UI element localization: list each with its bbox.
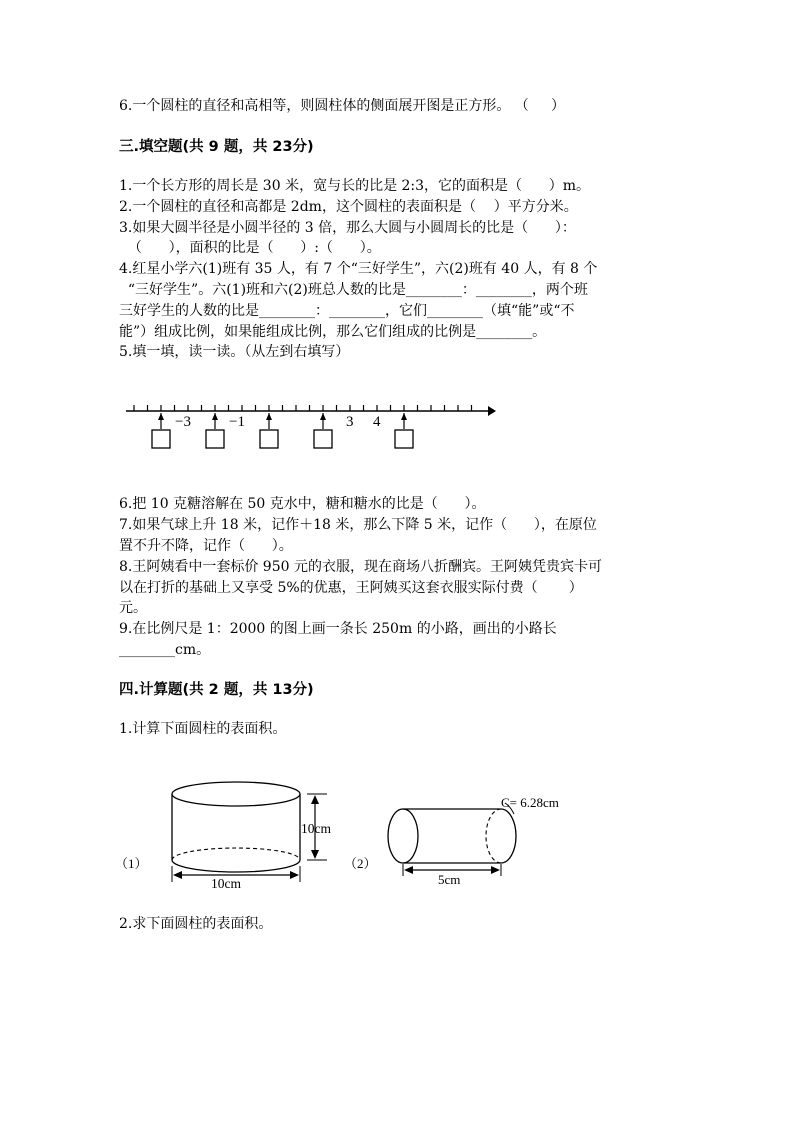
height-arrowhead-down <box>311 850 319 859</box>
fig2-label: （2） <box>344 856 377 871</box>
fill-q4-line1: 4.红星小学六(1)班有 35 人，有 7 个“三好学生”，六(2)班有 40 人，有 8 个 <box>119 261 598 277</box>
answer-box[interactable] <box>152 430 170 448</box>
tick-label-4: 4 <box>373 414 381 430</box>
number-line-arrowhead <box>488 406 496 416</box>
fill-q7-line2: 置不升不降，记作（ ）。 <box>119 538 293 554</box>
fill-q4-line2: “三好学生”。六(1)班和六(2)班总人数的比是________：________，两个班 <box>119 282 588 298</box>
fill-q8-line3: 元。 <box>119 600 147 616</box>
fill-q9-line2: ________cm。 <box>119 642 211 658</box>
cylinder-2-right-front <box>501 809 516 863</box>
pointer-arrowhead <box>266 413 272 420</box>
fill-q8-line2: 以在打折的基础上又享受 5%的优惠，王阿姨买这套衣服实际付费（ ） <box>119 580 583 596</box>
fig1-label: （1） <box>115 856 148 871</box>
pointer-arrowhead <box>320 413 326 420</box>
answer-box[interactable] <box>206 430 224 448</box>
tick-label-neg3: −3 <box>175 414 191 430</box>
pointer-arrowhead <box>401 413 407 420</box>
fig2-circumference-label: C= 6.28cm <box>501 795 559 810</box>
fill-q2: 2.一个圆柱的直径和高都是 2dm，这个圆柱的表面积是（ ）平方分米。 <box>119 199 578 215</box>
answer-box[interactable] <box>314 430 332 448</box>
pointer-arrowhead <box>212 413 218 420</box>
fill-q6: 6.把 10 克糖溶解在 50 克水中，糖和糖水的比是（ ）。 <box>119 496 486 512</box>
cylinder-2 <box>388 809 516 863</box>
length-arrowhead-left <box>404 866 413 874</box>
fill-q7-line1: 7.如果气球上升 18 米，记作＋18 米，那么下降 5 米，记作（ ），在原位 <box>119 517 597 533</box>
fill-q4-line3: 三好学生的人数的比是________：________，它们________（填“能”或“不 <box>119 303 575 319</box>
length-arrowhead-right <box>491 866 500 874</box>
cylinder-1-top <box>172 782 300 806</box>
fill-q5: 5.填一填，读一读。（从左到右填写） <box>119 344 350 360</box>
number-line-pointers <box>158 413 407 429</box>
cylinder-figures <box>115 776 585 896</box>
answer-boxes <box>152 430 413 448</box>
fill-q3-line2: （ ），面积的比是（ ）:（ ）。 <box>119 240 381 256</box>
cylinder-1-bottom-front <box>172 860 300 872</box>
tick-label-3: 3 <box>346 414 354 430</box>
answer-box[interactable] <box>260 430 278 448</box>
fill-q9-line1: 9.在比例尺是 1：2000 的图上画一条长 250m 的小路，画出的小路长 <box>119 621 557 637</box>
fill-q8-line1: 8.王阿姨看中一套标价 950 元的衣服，现在商场八折酬宾。王阿姨凭贵宾卡可 <box>119 559 602 575</box>
calc-q1: 1.计算下面圆柱的表面积。 <box>119 721 287 737</box>
fill-heading: 三.填空题(共 9 题，共 23分) <box>119 139 314 155</box>
fill-q3-line1: 3.如果大圆半径是小圆半径的 3 倍，那么大圆与小圆周长的比是（ ）： <box>119 220 576 236</box>
cylinder-1-bottom-back <box>172 848 300 860</box>
width-arrowhead-right <box>290 871 299 879</box>
cylinder-2-right-back <box>486 809 501 863</box>
judge-q6: 6.一个圆柱的直径和高相等，则圆柱体的侧面展开图是正方形。 （ ） <box>119 98 566 114</box>
width-arrowhead-left <box>173 871 182 879</box>
tick-label-neg1: −1 <box>229 414 245 430</box>
answer-box[interactable] <box>395 430 413 448</box>
number-line-ticks <box>134 405 472 411</box>
fig2-length-label: 5cm <box>438 872 461 887</box>
cylinder-1 <box>172 782 300 872</box>
calc-q2: 2.求下面圆柱的表面积。 <box>119 916 273 932</box>
fill-q1: 1.一个长方形的周长是 30 米，宽与长的比是 2:3，它的面积是（ ）m。 <box>119 178 591 194</box>
fig1-height-label: 10cm <box>301 821 331 836</box>
fill-q4-line4: 能”）组成比例，如果能组成比例，那么它们组成的比例是________。 <box>119 324 547 340</box>
fig1-width-label: 10cm <box>211 876 241 891</box>
calc-heading: 四.计算题(共 2 题，共 13分) <box>119 682 314 698</box>
cylinder-2-left-face <box>388 809 418 863</box>
height-arrowhead-up <box>311 795 319 804</box>
number-line-figure <box>120 395 500 453</box>
pointer-arrowhead <box>158 413 164 420</box>
